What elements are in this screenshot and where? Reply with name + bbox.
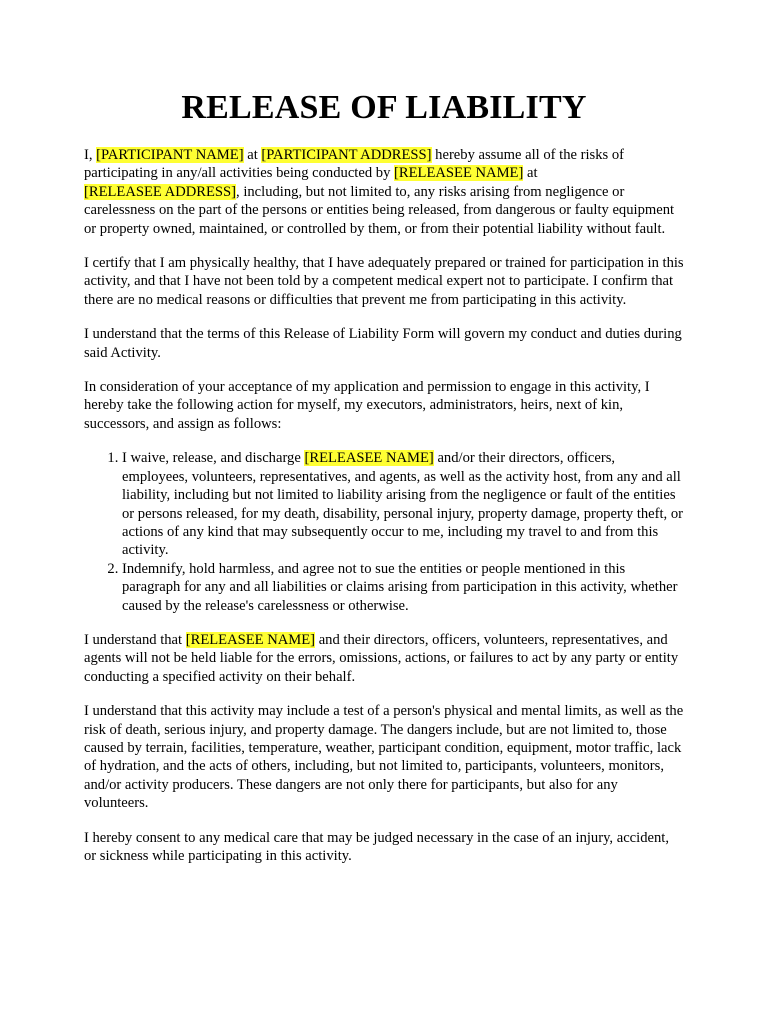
placeholder-releasee-address: [RELEASEE ADDRESS] (84, 183, 237, 200)
text: at (243, 147, 262, 163)
document-body (84, 146, 684, 865)
paragraph-terms: I understand that the terms of this Release of Liability Form will govern my conduct and duties during said Activity. (84, 326, 682, 361)
document-title: RELEASE OF LIABILITY (181, 89, 587, 126)
text: , including, but not limited to, any risks arising from negligence or carelessness on the part of the persons or entities being released, from dangerous or faulty equipment or property owned, maintained, or controlled by them, or from their potential liability without fault. (84, 183, 675, 237)
text: at (523, 165, 538, 182)
placeholder-participant-address: [PARTICIPANT ADDRESS] (261, 147, 432, 163)
text: I understand that (84, 631, 186, 648)
paragraph-not-liable (84, 631, 684, 686)
placeholder-releasee-name: [RELEASEE NAME] (394, 165, 524, 182)
text: hereby assume all of the risks of participating in any/all activities being conducted by (84, 147, 625, 182)
text: and/or their directors, officers, employees, volunteers, representatives, and agents, as well as the activity host, from any and all liability, including but not limited to liability arising from the negligence or fault of the entities or persons released, for my death, disability, personal injury, property damage, property theft, or actions of any kind that may subsequently occur to me, including my travel to and from this activity. (122, 450, 684, 559)
text: and their directors, officers, volunteers, representatives, and agents will not be held liable for the errors, omissions, actions, or failures to act by any party or entity conducting a specified activity on their behalf. (84, 631, 679, 685)
text: I, (84, 147, 97, 163)
paragraph-consideration: In consideration of your acceptance of my application and permission to engage in this activity, I hereby take the following action for myself, my executors, administrators, heirs, next of kin, successors, and assign as follows: (84, 379, 650, 432)
placeholder-releasee-name: [RELEASEE NAME] (185, 631, 316, 648)
text: I waive, release, and discharge (122, 450, 305, 467)
numbered-list (84, 449, 684, 615)
list-item-indemnify: 2. Indemnify, hold harmless, and agree not to sue the entities or people mentioned in this paragraph for any and all liabilities or claims arising from participation in this activity, whether caused by the release's carelessness or otherwise. (122, 560, 684, 615)
paragraph-health-certification: I certify that I am physically healthy, that I have adequately prepared or trained for participation in this activity, and that I have not been told by a competent medical expert not to participate. I confirm that there are no medical reasons or difficulties that prevent me from participating in this activity. (84, 255, 684, 308)
paragraph-dangers: I understand that this activity may include a test of a person's physical and mental limits, as well as the risk of death, serious injury, and property damage. The dangers include, but are not limited to, those caused by terrain, facilities, temperature, weather, participant condition, equipment, motor traffic, lack of hydration, and the acts of others, including, but not limited to, participants, volunteers, monitors, and/or activity producers. These dangers are not only there for participants, but also for any volunteers. (84, 703, 684, 812)
paragraph-assumption-of-risk (84, 146, 684, 238)
list-item-waiver (122, 449, 684, 559)
paragraph-medical-consent: I hereby consent to any medical care that may be judged necessary in the case of an injury, accident, or sickness while participating in this activity. (84, 829, 669, 864)
placeholder-releasee-name: [RELEASEE NAME] (304, 450, 434, 467)
placeholder-participant-name: [PARTICIPANT NAME] (96, 147, 244, 163)
